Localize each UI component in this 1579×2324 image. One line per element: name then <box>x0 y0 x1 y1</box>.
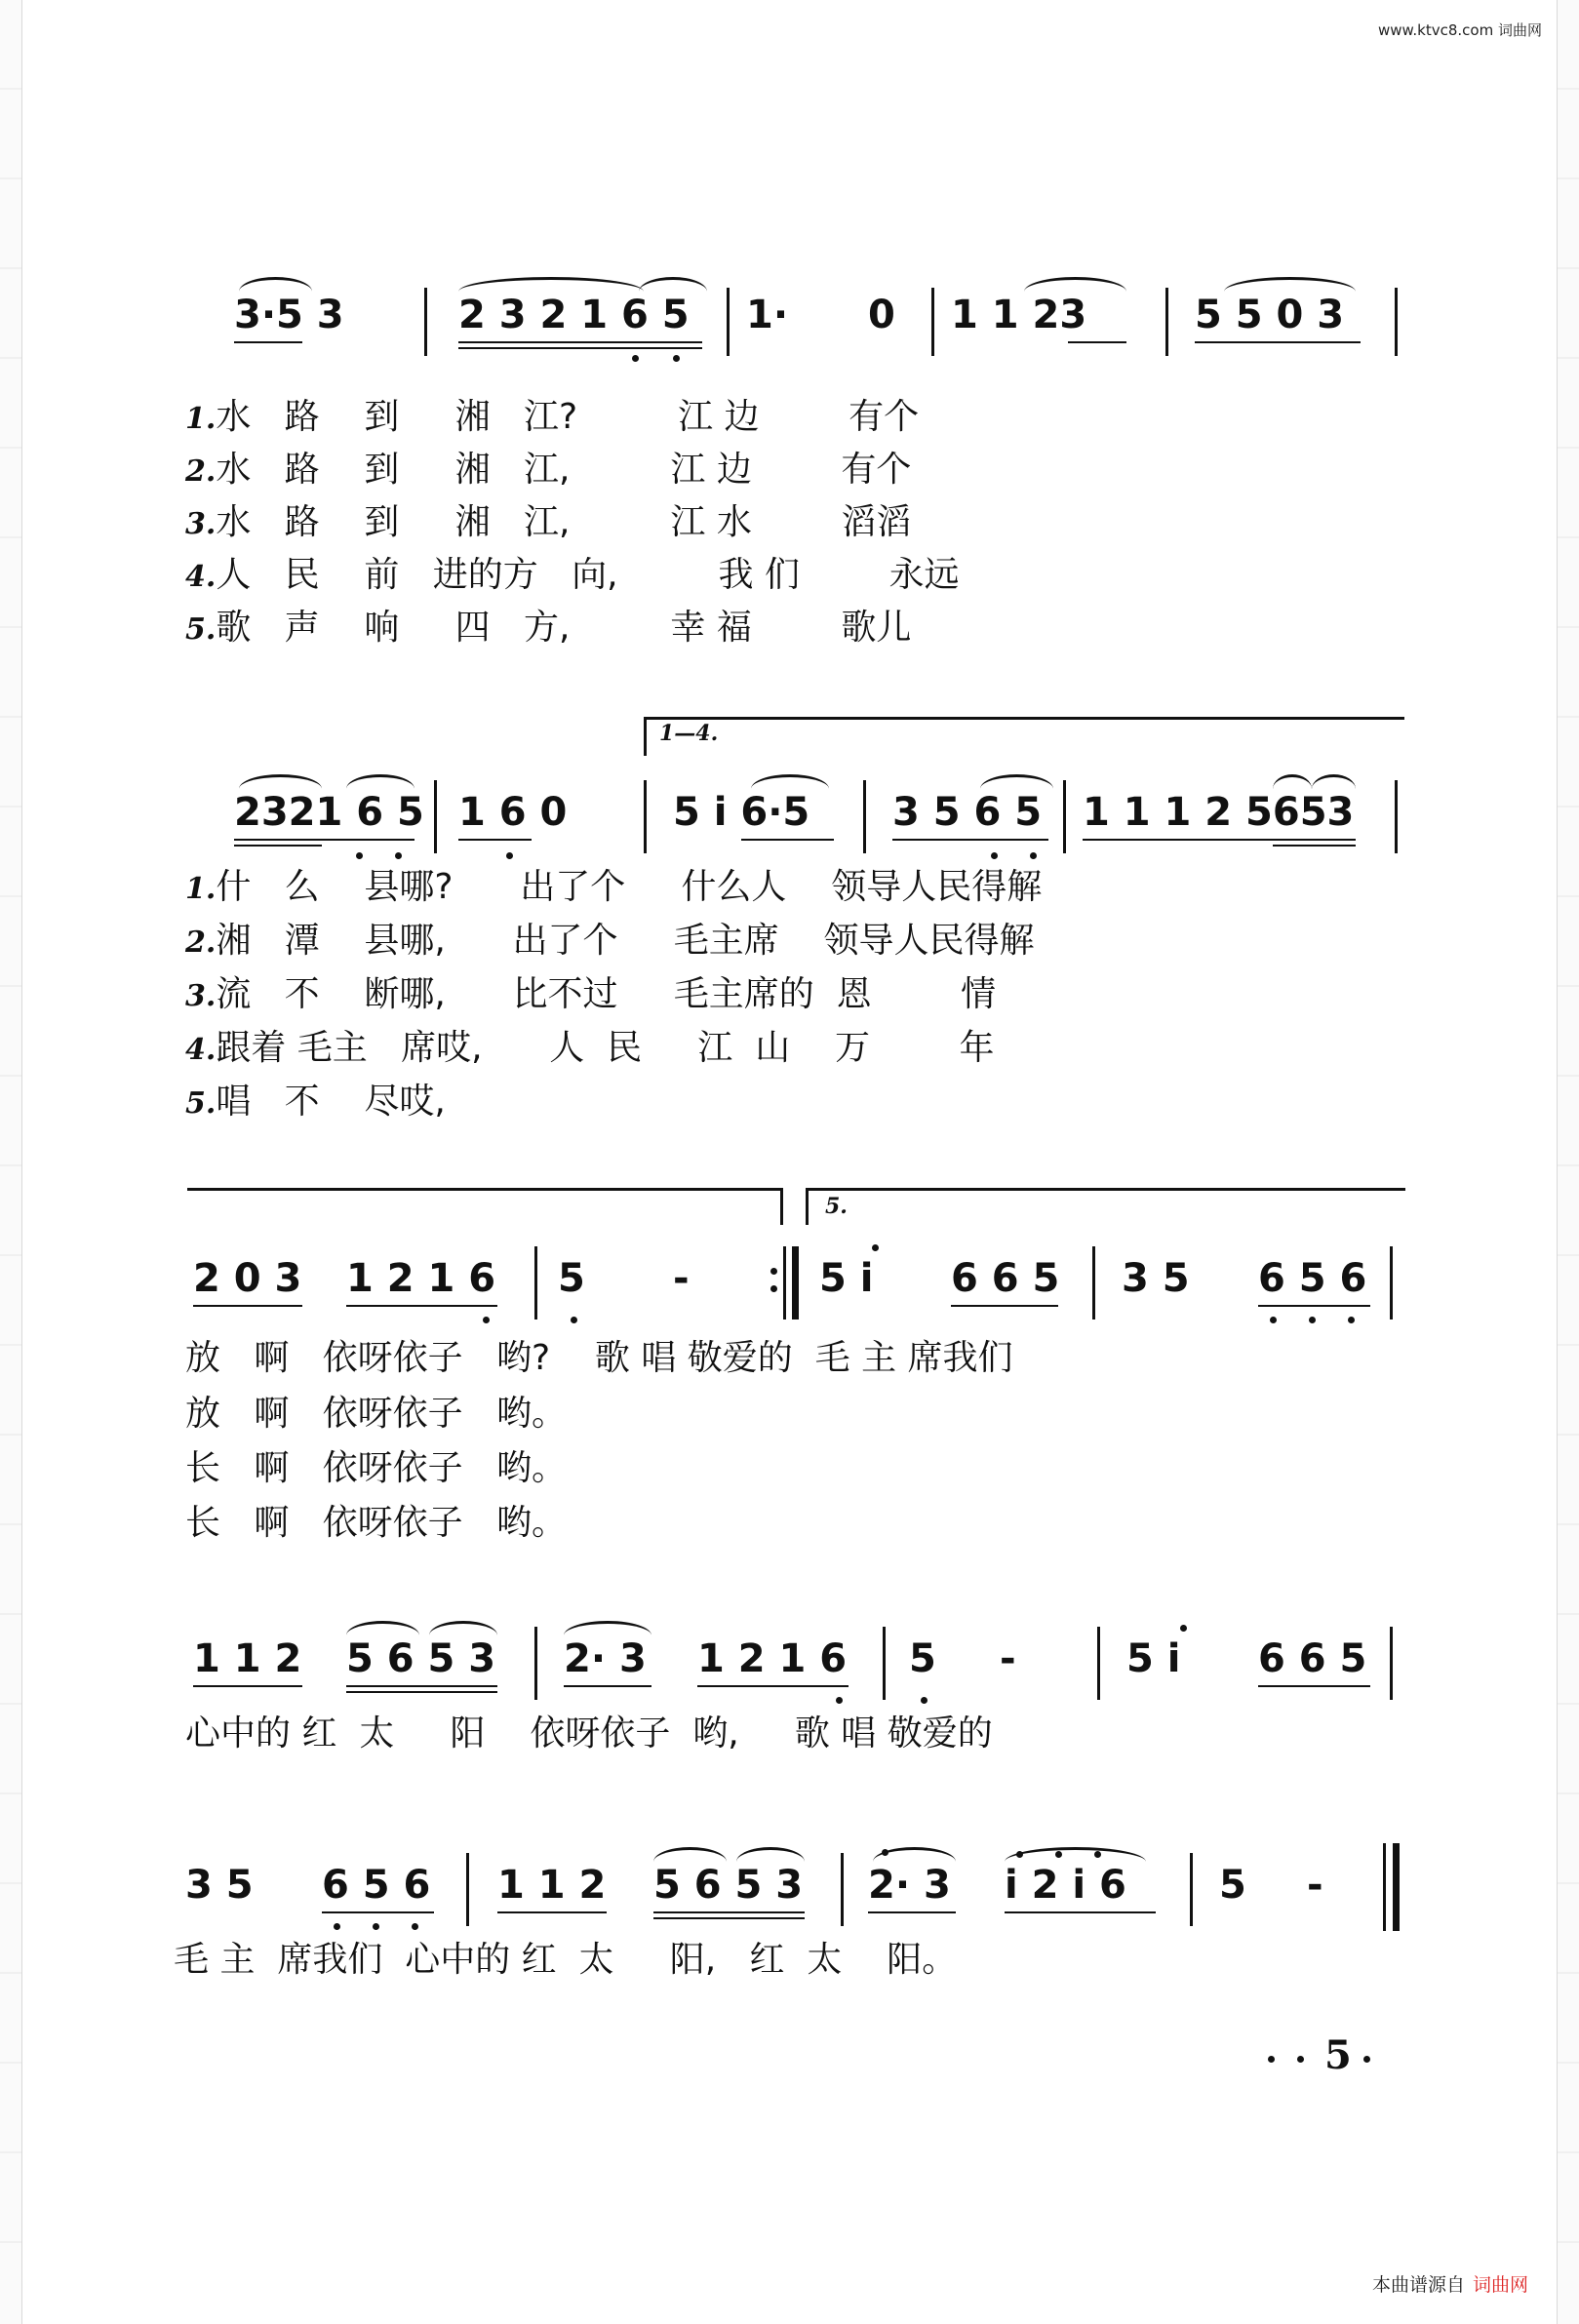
slur <box>736 1847 805 1862</box>
underline <box>458 347 702 349</box>
final-barline-thin <box>1383 1843 1386 1931</box>
underline <box>322 1911 434 1913</box>
note-group: 2 3 2 1 6 5 <box>458 293 690 337</box>
octave-dot <box>1030 852 1037 859</box>
octave-dot <box>483 1317 490 1323</box>
note-group: 2 0 3 <box>193 1256 302 1301</box>
note-group: 5 i <box>819 1256 874 1301</box>
site-watermark: www.ktvc8.com 词曲网 <box>1377 21 1542 39</box>
repeat-dot <box>770 1268 777 1275</box>
barline <box>1395 780 1398 853</box>
slur <box>653 1847 727 1862</box>
underline <box>1068 341 1126 343</box>
volta-1-4-bracket-end <box>187 1188 782 1191</box>
high-octave-dot <box>1055 1851 1062 1858</box>
lyric-line: 毛 主 席我们 心中的 红 太 阳, 红 太 阳。 <box>174 1940 958 1980</box>
underline <box>234 839 414 841</box>
page-number-area <box>1248 2032 1404 2078</box>
note-group: 5 <box>1219 1863 1246 1908</box>
barline <box>841 1853 844 1926</box>
note-group: 1 6 0 <box>458 790 568 835</box>
note-group: 1 2 1 6 <box>346 1256 496 1301</box>
underline <box>193 1305 302 1307</box>
underline <box>564 1685 651 1687</box>
underline <box>1195 341 1361 343</box>
volta-label: 1—4. <box>659 721 719 746</box>
lyric-verse-2: 2.湘 潭 县哪, 出了个 毛主席 领导人民得解 <box>185 921 1035 961</box>
volta-bracket-left <box>644 717 647 756</box>
note-group: 3 5 <box>185 1863 254 1908</box>
repeat-barline-thin <box>783 1246 786 1320</box>
octave-dot <box>836 1697 843 1704</box>
volta-label: 5. <box>825 1194 848 1219</box>
note-group: i 2 i 6 <box>1005 1863 1126 1908</box>
octave-dot <box>991 852 998 859</box>
note-group: 3 5 6 5 <box>892 790 1043 835</box>
note-group: 2321 6 5 <box>234 790 424 835</box>
fermata-dot <box>882 1849 888 1856</box>
octave-dot <box>632 355 639 362</box>
underline <box>458 839 532 841</box>
page-dot <box>1363 2056 1370 2063</box>
underline <box>346 1305 497 1307</box>
note-group: 5 i 6·5 <box>673 790 810 835</box>
repeat-dot <box>770 1285 777 1292</box>
volta-bracket-line <box>644 717 1404 720</box>
underline <box>1005 1911 1156 1913</box>
barline <box>534 1246 537 1320</box>
note-group: 3 5 <box>1122 1256 1190 1301</box>
note-group: 5 <box>909 1636 936 1681</box>
octave-dot <box>334 1923 340 1930</box>
octave-dot <box>673 355 680 362</box>
notation-row <box>0 293 1579 361</box>
lyric-verse-4: 4.跟着 毛主 席哎, 人 民 江 山 万 年 <box>185 1028 995 1068</box>
barline <box>1097 1627 1100 1700</box>
underline <box>346 1691 497 1693</box>
underline <box>1083 839 1356 841</box>
volta-bracket-end <box>780 1188 783 1225</box>
barline <box>1190 1853 1193 1926</box>
lyric-verse-1: 放 啊 依呀依子 哟? 歌 唱 敬爱的 毛 主 席我们 <box>185 1338 1013 1378</box>
slur <box>751 774 829 789</box>
underline <box>868 1911 956 1913</box>
note-group: - <box>1307 1863 1323 1908</box>
underline <box>497 1911 607 1913</box>
octave-dot <box>1348 1317 1355 1323</box>
high-octave-dot <box>1180 1625 1187 1632</box>
page-dot <box>1268 2056 1275 2063</box>
barline <box>466 1853 469 1926</box>
slur <box>346 1621 419 1635</box>
note-group: 1· <box>746 293 789 337</box>
barline <box>1395 288 1398 356</box>
slur <box>1312 774 1356 789</box>
note-group: 5 <box>558 1256 585 1301</box>
page-dot <box>1297 2056 1304 2063</box>
note-group: 6 6 5 <box>1258 1636 1367 1681</box>
underline <box>1258 1685 1370 1687</box>
barline <box>534 1627 537 1700</box>
barline <box>883 1627 886 1700</box>
credit-prefix: 本曲谱源自 <box>1371 2274 1465 2296</box>
underline <box>741 839 834 841</box>
note-group: 2· 3 <box>564 1636 647 1681</box>
slur <box>639 277 707 292</box>
lyric-verse-3: 3.流 不 断哪, 比不过 毛主席的 恩 情 <box>185 974 997 1014</box>
repeat-barline-thick <box>792 1246 799 1320</box>
note-group: 6 6 5 <box>951 1256 1060 1301</box>
notation-row <box>0 790 1579 858</box>
credit-site-link[interactable]: 词曲网 <box>1472 2274 1528 2296</box>
note-group: 5 6 5 3 <box>653 1863 804 1908</box>
octave-dot <box>921 1697 928 1704</box>
underline <box>234 845 322 847</box>
slur <box>458 277 644 292</box>
barline <box>1390 1627 1393 1700</box>
barline <box>1063 780 1066 853</box>
note-group: 2· 3 <box>868 1863 951 1908</box>
octave-dot <box>571 1317 577 1323</box>
slur <box>1005 1847 1146 1862</box>
underline <box>653 1917 805 1919</box>
high-octave-dot <box>872 1244 879 1251</box>
note-group: 5 5 0 3 <box>1195 293 1345 337</box>
barline <box>931 288 934 356</box>
underline <box>951 1305 1058 1307</box>
lyric-verse-5: 5.歌 声 响 四 方, 幸 福 歌儿 <box>185 608 912 648</box>
final-barline-thick <box>1393 1843 1400 1931</box>
high-octave-dot <box>1016 1851 1023 1858</box>
underline <box>1273 845 1356 847</box>
volta-bracket-line <box>806 1188 1405 1191</box>
barline <box>863 780 866 853</box>
slur <box>346 774 414 789</box>
note-group: 5 6 5 3 <box>346 1636 496 1681</box>
octave-dot <box>1270 1317 1277 1323</box>
page-number: 5 <box>1324 2032 1352 2078</box>
note-group: - <box>1000 1636 1016 1681</box>
octave-dot <box>356 852 363 859</box>
slur <box>1273 774 1312 789</box>
note-group: 1 1 1 2 5653 <box>1083 790 1355 835</box>
note-group: 6 5 6 <box>322 1863 431 1908</box>
barline <box>1390 1246 1393 1320</box>
note-group: 1 1 23 <box>951 293 1087 337</box>
lyric-verse-1: 1.什 么 县哪? 出了个 什么人 领导人民得解 <box>185 867 1043 907</box>
note-group: 1 1 2 <box>497 1863 607 1908</box>
lyric-verse-3: 长 啊 依呀依子 哟。 <box>185 1448 567 1488</box>
lyric-verse-5: 5.唱 不 尽哎, <box>185 1082 446 1122</box>
lyric-verse-1: 1.水 路 到 湘 江? 江 边 有个 <box>185 397 920 437</box>
underline <box>346 1685 497 1687</box>
barline <box>644 780 647 853</box>
slur <box>1224 277 1356 292</box>
underline <box>193 1685 302 1687</box>
underline <box>653 1911 805 1913</box>
underline <box>1258 1305 1370 1307</box>
note-group: 3·5 3 <box>234 293 344 337</box>
notation-row <box>0 1863 1579 1931</box>
note-group: 5 i <box>1126 1636 1181 1681</box>
lyric-verse-2: 2.水 路 到 湘 江, 江 边 有个 <box>185 450 912 490</box>
slur <box>564 1621 651 1635</box>
note-group: 1 2 1 6 <box>697 1636 848 1681</box>
slur <box>1024 277 1126 292</box>
barline <box>727 288 730 356</box>
barline <box>434 780 437 853</box>
note-group: 1 1 2 <box>193 1636 302 1681</box>
barline <box>1092 1246 1095 1320</box>
note-group: - <box>673 1256 690 1301</box>
lyric-verse-2: 放 啊 依呀依子 哟。 <box>185 1394 567 1434</box>
notation-row <box>0 1256 1579 1324</box>
slur <box>980 774 1053 789</box>
slur <box>239 774 322 789</box>
octave-dot <box>506 852 513 859</box>
barline <box>424 288 427 356</box>
note-group: 0 <box>868 293 895 337</box>
underline <box>458 341 702 343</box>
lyric-line: 心中的 红 太 阳 依呀依子 哟, 歌 唱 敬爱的 <box>185 1713 993 1753</box>
slur <box>429 1621 497 1635</box>
source-credit <box>1372 2270 1528 2297</box>
octave-dot <box>412 1923 418 1930</box>
underline <box>234 341 302 343</box>
slur <box>239 277 312 292</box>
notation-row <box>0 1636 1579 1705</box>
barline <box>1165 288 1168 356</box>
underline <box>892 839 1048 841</box>
underline <box>697 1685 849 1687</box>
volta-bracket-left <box>806 1188 809 1225</box>
note-group: 6 5 6 <box>1258 1256 1367 1301</box>
lyric-verse-4: 长 啊 依呀依子 哟。 <box>185 1503 567 1543</box>
octave-dot <box>373 1923 379 1930</box>
high-octave-dot <box>1094 1851 1101 1858</box>
lyric-verse-4: 4.人 民 前 进的方 向, 我 们 永远 <box>185 555 960 595</box>
octave-dot <box>395 852 402 859</box>
lyric-verse-3: 3.水 路 到 湘 江, 江 水 滔滔 <box>185 502 912 542</box>
octave-dot <box>1309 1317 1316 1323</box>
